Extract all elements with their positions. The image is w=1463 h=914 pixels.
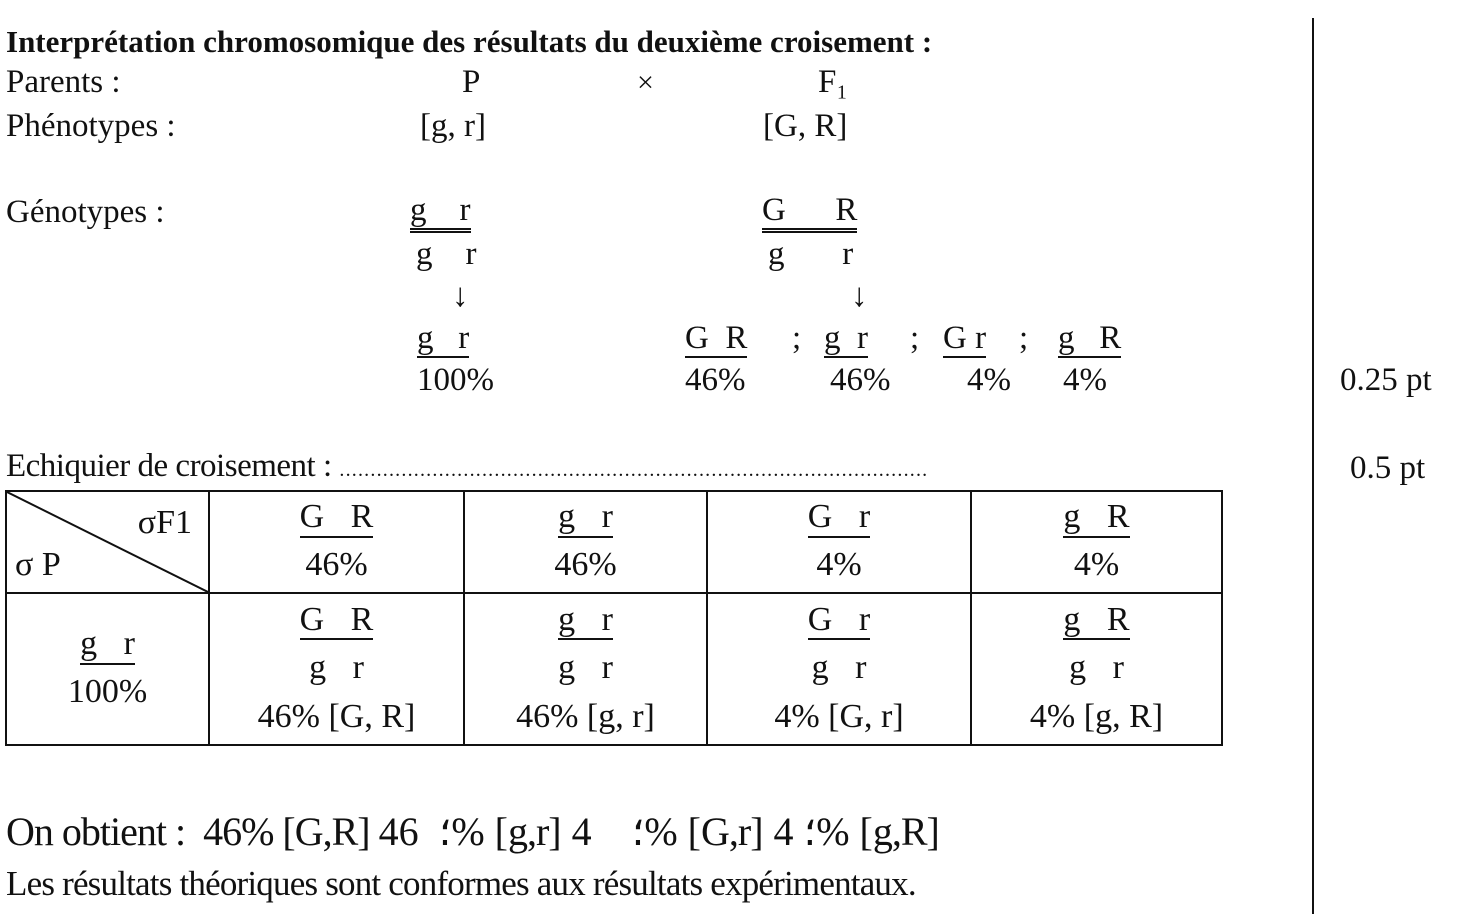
header-allele: g r: [558, 498, 613, 537]
result-cell: [971, 593, 1222, 745]
separator: ;: [792, 320, 802, 356]
cell-bottom-allele: g r: [1069, 648, 1124, 686]
parents-label: Parents :: [6, 64, 121, 100]
margin-divider: [1312, 18, 1314, 914]
separator: ؛: [631, 809, 645, 854]
corner-p: σ P: [15, 546, 61, 584]
cell-top-allele: G r: [808, 601, 870, 640]
echiquier-title: Echiquier de croisement :: [6, 448, 340, 484]
conclusion-result: 4% [G,r]: [571, 809, 764, 854]
result-cell: [464, 593, 707, 745]
section-title: Interprétation chromosomique des résultats du deuxième croisement :: [6, 24, 933, 59]
gamete-f1-pct: 4%: [967, 362, 1011, 398]
header-pct: 4%: [816, 546, 862, 584]
gamete-f1-allele: G R: [685, 320, 748, 356]
cell-result: 46% [G, R]: [257, 697, 416, 735]
cell-top-allele: G R: [300, 601, 374, 640]
header-pct: 4%: [1073, 546, 1120, 584]
header-allele: G r: [808, 498, 870, 537]
punnett-square: [5, 490, 1223, 746]
cell-bottom-allele: g r: [558, 648, 613, 686]
conclusion-line: [6, 809, 940, 854]
conclusion-prefix: On obtient :: [6, 809, 186, 854]
arrow-down-icon: ↓: [851, 278, 868, 314]
gamete-f1-allele: G r: [943, 320, 987, 356]
row-pct: 100%: [67, 673, 148, 711]
row-allele: g r: [80, 625, 135, 664]
phenotype-f1: [G, R]: [763, 108, 848, 144]
header-pct: 46%: [554, 546, 617, 584]
genotype-p-bottom: g r: [416, 236, 477, 272]
conclusion-result: 4% [g,R]: [773, 809, 940, 854]
parent-f1: F₁: [818, 64, 848, 100]
cell-result: 4% [g, R]: [1029, 697, 1164, 735]
echiquier-label: [6, 450, 928, 483]
points-score: 0.5 pt: [1350, 450, 1426, 486]
gamete-f1-allele: g R: [1058, 320, 1122, 356]
genotypes-label: Génotypes :: [6, 194, 165, 230]
separator: ؛: [438, 809, 452, 854]
gamete-f1-allele: g r: [824, 320, 868, 356]
header-allele: G R: [300, 498, 374, 537]
conclusion-result: 46% [g,r]: [378, 809, 562, 854]
arrow-down-icon: ↓: [452, 278, 469, 314]
final-statement: Les résultats théoriques sont conformes aux résultats expérimentaux.: [6, 864, 916, 903]
genotype-p-top: g r: [410, 194, 471, 233]
conclusion-result: 46% [G,R]: [203, 809, 370, 854]
cell-result: 4% [G, r]: [774, 697, 904, 735]
header-pct: 46%: [305, 546, 368, 584]
gamete-p-allele: g r: [417, 320, 470, 356]
genotype-f1-top: G R: [762, 194, 857, 233]
cell-bottom-allele: g r: [811, 648, 867, 686]
corner-cell: [6, 491, 209, 593]
phenotype-p: [g, r]: [420, 108, 486, 144]
header-cell: [464, 491, 707, 593]
table-header-row: [6, 491, 1222, 593]
phenotypes-label: Phénotypes :: [6, 108, 176, 144]
result-cell: [707, 593, 971, 745]
header-cell: [707, 491, 971, 593]
gamete-f1-pct: 46%: [830, 362, 891, 398]
genotype-f1-bottom: g r: [768, 236, 854, 272]
separator: ;: [910, 320, 920, 356]
points-score: 0.25 pt: [1340, 362, 1432, 398]
corner-f1: σF1: [137, 504, 192, 541]
table-row: [6, 593, 1222, 745]
row-gamete-cell: [6, 593, 209, 745]
separator: ؛: [803, 809, 817, 854]
cross-symbol: ×: [637, 66, 654, 99]
cell-bottom-allele: g r: [309, 648, 364, 686]
result-cell: [209, 593, 464, 745]
gamete-f1-pct: 46%: [685, 362, 746, 398]
cell-result: 46% [g, r]: [516, 697, 655, 735]
cell-top-allele: g r: [558, 601, 613, 640]
parent-p: P: [462, 64, 481, 100]
header-cell: [971, 491, 1222, 593]
dotted-line: ...............................................................................................: [339, 459, 929, 481]
gamete-p-pct: 100%: [417, 362, 494, 398]
header-allele: g R: [1063, 498, 1129, 537]
cell-top-allele: g R: [1063, 601, 1129, 640]
gamete-f1-pct: 4%: [1063, 362, 1107, 398]
separator: ;: [1019, 320, 1029, 356]
header-cell: [209, 491, 464, 593]
